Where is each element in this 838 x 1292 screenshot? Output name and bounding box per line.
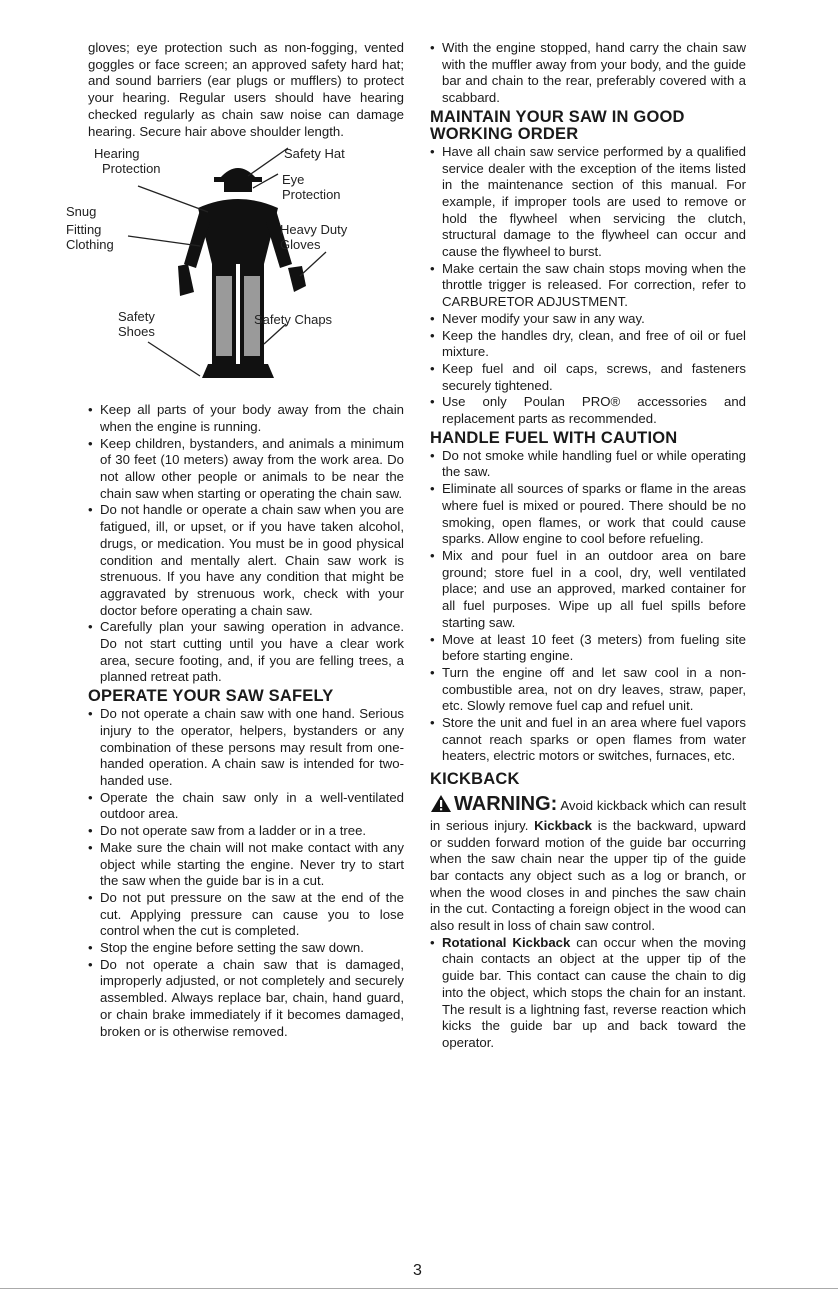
list-item: • Do not handle or operate a chain saw when you are fatigued, ill, or upset, or if you have taken alcohol, drugs, or medication. You must be in good physical condition and mentally alert. Chain saw work is strenuous. If you have any condition that might be aggravated by strenuous work, check with your doctor before operating a chain saw.	[88, 502, 404, 619]
safety-hat-label: Safety Hat	[284, 146, 345, 162]
list-item: • Do not operate a chain saw that is damaged, improperly adjusted, or not completely and securely assembled. Always replace bar, chain, hand guard, or chain brake immediately if it becomes damaged, broken or is otherwise removed.	[88, 957, 404, 1041]
maintain-heading: MAINTAIN YOUR SAW IN GOOD WORKING ORDER	[430, 107, 685, 143]
eye-protection-label: Protection	[282, 187, 341, 203]
kickback-heading: KICKBACK	[430, 770, 520, 789]
list-item: • Keep children, bystanders, and animals a minimum of 30 feet (10 meters) away from the work area. Do not allow other people or animals to be near the chain saw when starting or operating the chain saw.	[88, 436, 404, 503]
heavy-duty-label: Heavy Duty	[280, 222, 348, 238]
list-item: • With the engine stopped, hand carry the chain saw with the muffler away from your body, and the guide bar and chain to the rear, preferably covered with a scabbard.	[430, 40, 746, 107]
kickback-warning	[430, 794, 746, 935]
operator-illustration	[88, 146, 404, 394]
list-item: • Carefully plan your sawing operation in advance. Do not start cutting until you have a clear work area, secure footing, and, if you are felling trees, a planned retreat path.	[88, 619, 404, 686]
kickback-term: Kickback	[534, 817, 592, 833]
eye-label: Eye	[282, 172, 305, 188]
list-item: • Keep all parts of your body away from the chain when the engine is running.	[88, 402, 404, 435]
operate-list	[88, 706, 404, 1040]
warning-text: Avoid kickback which can result in serious injury.	[430, 798, 746, 833]
shoes-label: Shoes	[118, 324, 155, 340]
left-column	[66, 40, 404, 1040]
intro-paragraph: gloves; eye protection such as non-fogging, vented goggles or face screen; an approved safety hard hat; and sound barriers (ear plugs or mufflers) to protect your hearing. Regular users should have hearing checked regularly as chain saw noise can damage hearing. Secure hair above shoulder length.	[88, 40, 404, 139]
hearing-protection-label: Protection	[102, 161, 161, 177]
carry-list	[430, 40, 746, 107]
list-item: • Move at least 10 feet (3 meters) from fueling site before starting engine.	[430, 632, 746, 665]
list-item	[430, 935, 746, 1052]
list-item: • Have all chain saw service performed by a qualified service dealer with the exception of the items listed in the maintenance section of this manual. For example, if improper tools are used to remove or hold the flywheel when servicing the clutch, structural damage to the flywheel can occur and cause the flywheel to burst.	[430, 144, 746, 261]
operate-heading: OPERATE YOUR SAW SAFELY	[88, 687, 334, 706]
list-item: • Store the unit and fuel in an area where fuel vapors cannot reach sparks or open flames from water heaters, electric motors or switches, furnaces, etc.	[430, 715, 746, 765]
list-item: • Use only Poulan PRO® accessories and replacement parts as recommended.	[430, 394, 746, 427]
gloves-label: Gloves	[280, 237, 321, 253]
list-item: • Operate the chain saw only in a well-ventilated outdoor area.	[88, 790, 404, 823]
list-item: • Stop the engine before setting the saw down.	[88, 940, 404, 957]
fuel-heading: HANDLE FUEL WITH CAUTION	[430, 428, 678, 447]
rotational-kickback-list	[430, 935, 746, 1052]
list-item: • Make sure the chain will not make contact with any object while starting the engine. Never try to start the saw when the guide bar is in a cut.	[88, 840, 404, 890]
body-safety-list	[88, 402, 404, 686]
list-item: • Do not operate saw from a ladder or in a tree.	[88, 823, 404, 840]
list-item: • Turn the engine off and let saw cool in a non-combustible area, not on dry leaves, straw, paper, etc. Slowly remove fuel cap and refuel unit.	[430, 665, 746, 715]
list-item: • Do not smoke while handling fuel or while operating the saw.	[430, 448, 746, 481]
fuel-list	[430, 448, 746, 765]
list-item: • Never modify your saw in any way.	[430, 311, 746, 328]
list-item: • Do not put pressure on the saw at the end of the cut. Applying pressure can cause you to lose control when the cut is completed.	[88, 890, 404, 940]
protective-gear-figure	[66, 146, 404, 394]
page-number: 3	[413, 1262, 422, 1279]
list-item: • Keep the handles dry, clean, and free of oil or fuel mixture.	[430, 328, 746, 361]
rotational-term: Rotational Kickback	[442, 934, 571, 950]
clothing-label: Clothing	[66, 237, 114, 253]
safety-label: Safety	[118, 309, 155, 325]
rotational-text: can occur when the moving chain contacts an object at the upper tip of the guide bar. This contact can cause the chain to dig into the object, which stops the chain for an instant. The result is a lightning fast, reverse reaction which kicks the guide bar up and back toward the operator.	[442, 934, 746, 1050]
hearing-label: Hearing	[94, 146, 140, 162]
kickback-definition: is the backward, upward or sudden forward motion of the guide bar occurring when the saw chain near the upper tip of the guide bar contacts any object such as a log or branch, or when the wood closes in and pinches the saw chain in the cut. Contacting a foreign object in the wood can also result in loss of chain saw control.	[430, 817, 746, 934]
fitting-label: Fitting	[66, 222, 102, 238]
maintain-list	[430, 144, 746, 428]
safety-chaps-label: Safety Chaps	[254, 312, 333, 328]
warning-label: WARNING:	[454, 793, 558, 816]
list-item: • Mix and pour fuel in an outdoor area on bare ground; store fuel in a cool, dry, well ventilated place; and use an approved, marked container for all fuel purposes. Wipe up all fuel spills before starting saw.	[430, 548, 746, 632]
snug-label: Snug	[66, 204, 97, 220]
right-column	[430, 40, 746, 1052]
list-item: • Make certain the saw chain stops moving when the throttle trigger is released. For correction, refer to CARBURETOR ADJUSTMENT.	[430, 261, 746, 311]
warning-icon	[430, 794, 452, 818]
page-edge-divider	[0, 1288, 838, 1289]
list-item: • Eliminate all sources of sparks or flame in the areas where fuel is mixed or poured. There should be no smoking, open flames, or work that could cause sparks. Allow engine to cool before refueling.	[430, 481, 746, 548]
list-item: • Keep fuel and oil caps, screws, and fasteners securely tightened.	[430, 361, 746, 394]
list-item: • Do not operate a chain saw with one hand. Serious injury to the operator, helpers, bystanders or any combination of these persons may result from one-handed operation. A chain saw is intended for two-handed use.	[88, 706, 404, 790]
